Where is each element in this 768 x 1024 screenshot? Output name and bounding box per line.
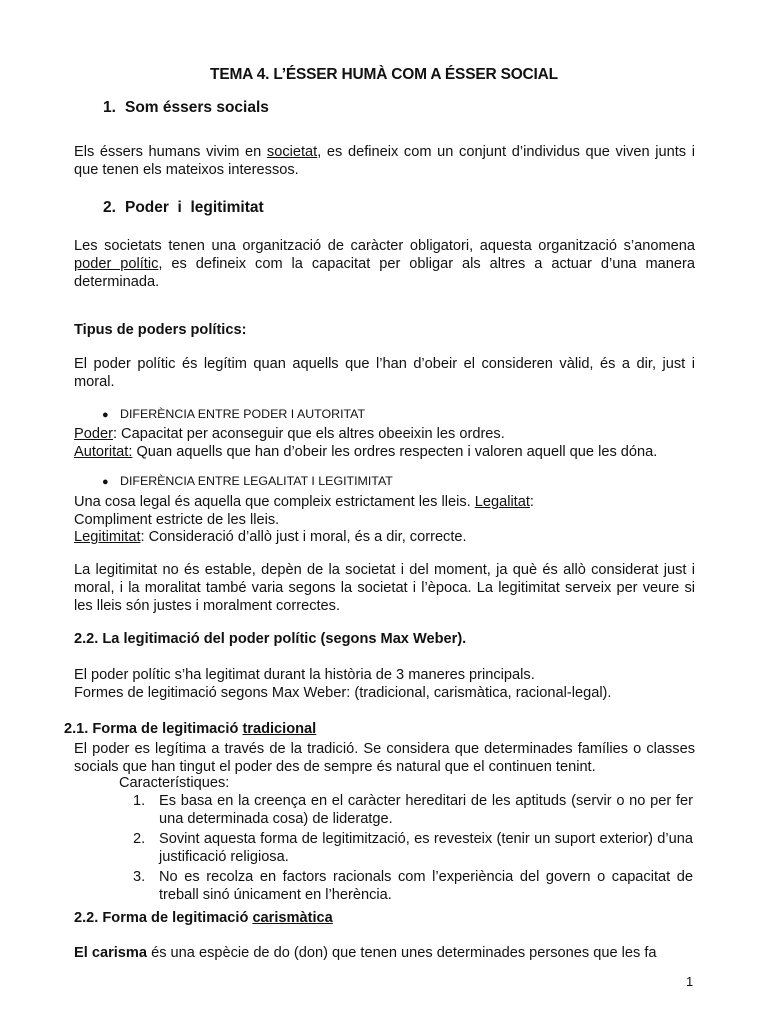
- section-number: 1.: [103, 99, 116, 116]
- legal-line: [74, 493, 534, 511]
- caracteristiques-list: [133, 792, 693, 906]
- legalitat-definition: Compliment estricte de les lleis.: [74, 512, 280, 528]
- text: és una espècie de do (don) que tenen unes determinades persones que les fa: [147, 945, 657, 961]
- section-2-1-tradicional-heading: [64, 721, 316, 737]
- section-1-heading: [103, 99, 269, 117]
- text: , es defineix com la capacitat per obligar als altres a actuar d’una manera determinada.: [74, 256, 695, 290]
- paragraph-carisma: [74, 944, 695, 962]
- underlined-term: poder polític: [74, 256, 159, 272]
- section-title: Poder i legitimitat: [125, 199, 264, 216]
- list-item: [133, 792, 693, 828]
- list-item: [133, 830, 693, 866]
- text: Les societats tenen una organització de caràcter obligatori, aquesta organització s’anomena: [74, 238, 695, 254]
- autoritat-definition: [74, 443, 695, 461]
- list-text: Sovint aquesta forma de legitimització, es revesteix (tenir un suport exterior) d’una justificació religiosa.: [159, 831, 693, 865]
- section-title: Som éssers socials: [125, 99, 269, 116]
- list-text: No es recolza en factors racionals com l’experiència del govern o capacitat de treball sinó únicament en l’herència.: [159, 869, 693, 903]
- list-text: Es basa en la creença en el caràcter hereditari de les aptituds (servir o no per fer una determinada cosa) de lideratge.: [159, 793, 693, 827]
- list-item: [133, 868, 693, 904]
- underlined-term: Autoritat:: [74, 444, 133, 460]
- page-title: TEMA 4. L’ÉSSER HUMÀ COM A ÉSSER SOCIAL: [210, 66, 558, 83]
- underlined-term: tradicional: [242, 721, 317, 737]
- list-number: 3.: [133, 869, 146, 885]
- underlined-term: Poder: [74, 426, 113, 442]
- page-number: 1: [686, 974, 694, 989]
- section-number: 2.: [103, 199, 116, 216]
- underlined-term: Legalitat: [474, 494, 530, 510]
- text: Els éssers humans vivim en: [74, 144, 267, 160]
- text: 2.1. Forma de legitimació: [64, 721, 243, 737]
- paragraph-legitimitat: La legitimitat no és estable, depèn de la societat i del moment, ja què és allò considerat just i moral, i la moralitat també varia segons la societat i l’època. La legitimitat serveix per veure si les lleis són justes i moralment correctes.: [74, 562, 695, 614]
- text: Quan aquells que han d’obeir les ordres respecten i valoren aquell que les dóna.: [132, 444, 658, 460]
- bullet-icon: ●: [102, 409, 109, 421]
- paragraph-tradicio: El poder es legítima a través de la tradició. Se considera que determinades famílies o classes socials que han tingut el poder des de sempre és natural que el continuen tenint.: [74, 741, 695, 775]
- caracteristiques-label: Característiques:: [119, 775, 230, 791]
- text: , es defineix com un conjunt d’individus que viven junts i que tenen els mateixos interessos.: [74, 144, 695, 178]
- bold-term: El carisma: [74, 945, 148, 961]
- bullet-icon: ●: [102, 476, 109, 488]
- paragraph-legitim: El poder polític és legítim quan aquells que l’han d’obeir el consideren vàlid, és a dir, just i moral.: [74, 356, 695, 390]
- text: : Consideració d’allò just i moral, és a dir, correcte.: [140, 529, 467, 545]
- text: : Capacitat per aconseguir que els altres obeeixin les ordres.: [112, 426, 505, 442]
- paragraph-poder-politic: [74, 237, 695, 291]
- section-2-heading: [103, 199, 264, 217]
- bullet-legalitat-legitimitat: [102, 474, 393, 488]
- section-2-2-heading: 2.2. La legitimació del poder polític (segons Max Weber).: [74, 631, 467, 647]
- list-number: 2.: [133, 831, 146, 847]
- underlined-term: carismàtica: [252, 910, 333, 926]
- list-number: 1.: [133, 793, 146, 809]
- legitimitat-definition: [74, 528, 467, 546]
- underlined-term: Legitimitat: [74, 529, 141, 545]
- text: 2.2. Forma de legitimació: [74, 910, 253, 926]
- text: Una cosa legal és aquella que compleix estrictament les lleis.: [74, 494, 475, 510]
- text: :: [529, 494, 534, 510]
- paragraph-formes-weber: Formes de legitimació segons Max Weber: (tradicional, carismàtica, racional-legal).: [74, 685, 612, 701]
- bullet-poder-autoritat: [102, 407, 365, 421]
- poder-definition: [74, 425, 505, 443]
- bullet-text: DIFERÈNCIA ENTRE LEGALITAT I LEGITIMITAT: [120, 474, 393, 488]
- tipus-heading: Tipus de poders polítics:: [74, 322, 247, 338]
- paragraph-3-maneres: El poder polític s’ha legitimat durant la història de 3 maneres principals.: [74, 667, 535, 683]
- section-2-2-carismatica-heading: [74, 910, 333, 926]
- underlined-term: societat: [266, 144, 318, 160]
- paragraph-societat: [74, 143, 695, 179]
- bullet-text: DIFERÈNCIA ENTRE PODER I AUTORITAT: [120, 407, 366, 421]
